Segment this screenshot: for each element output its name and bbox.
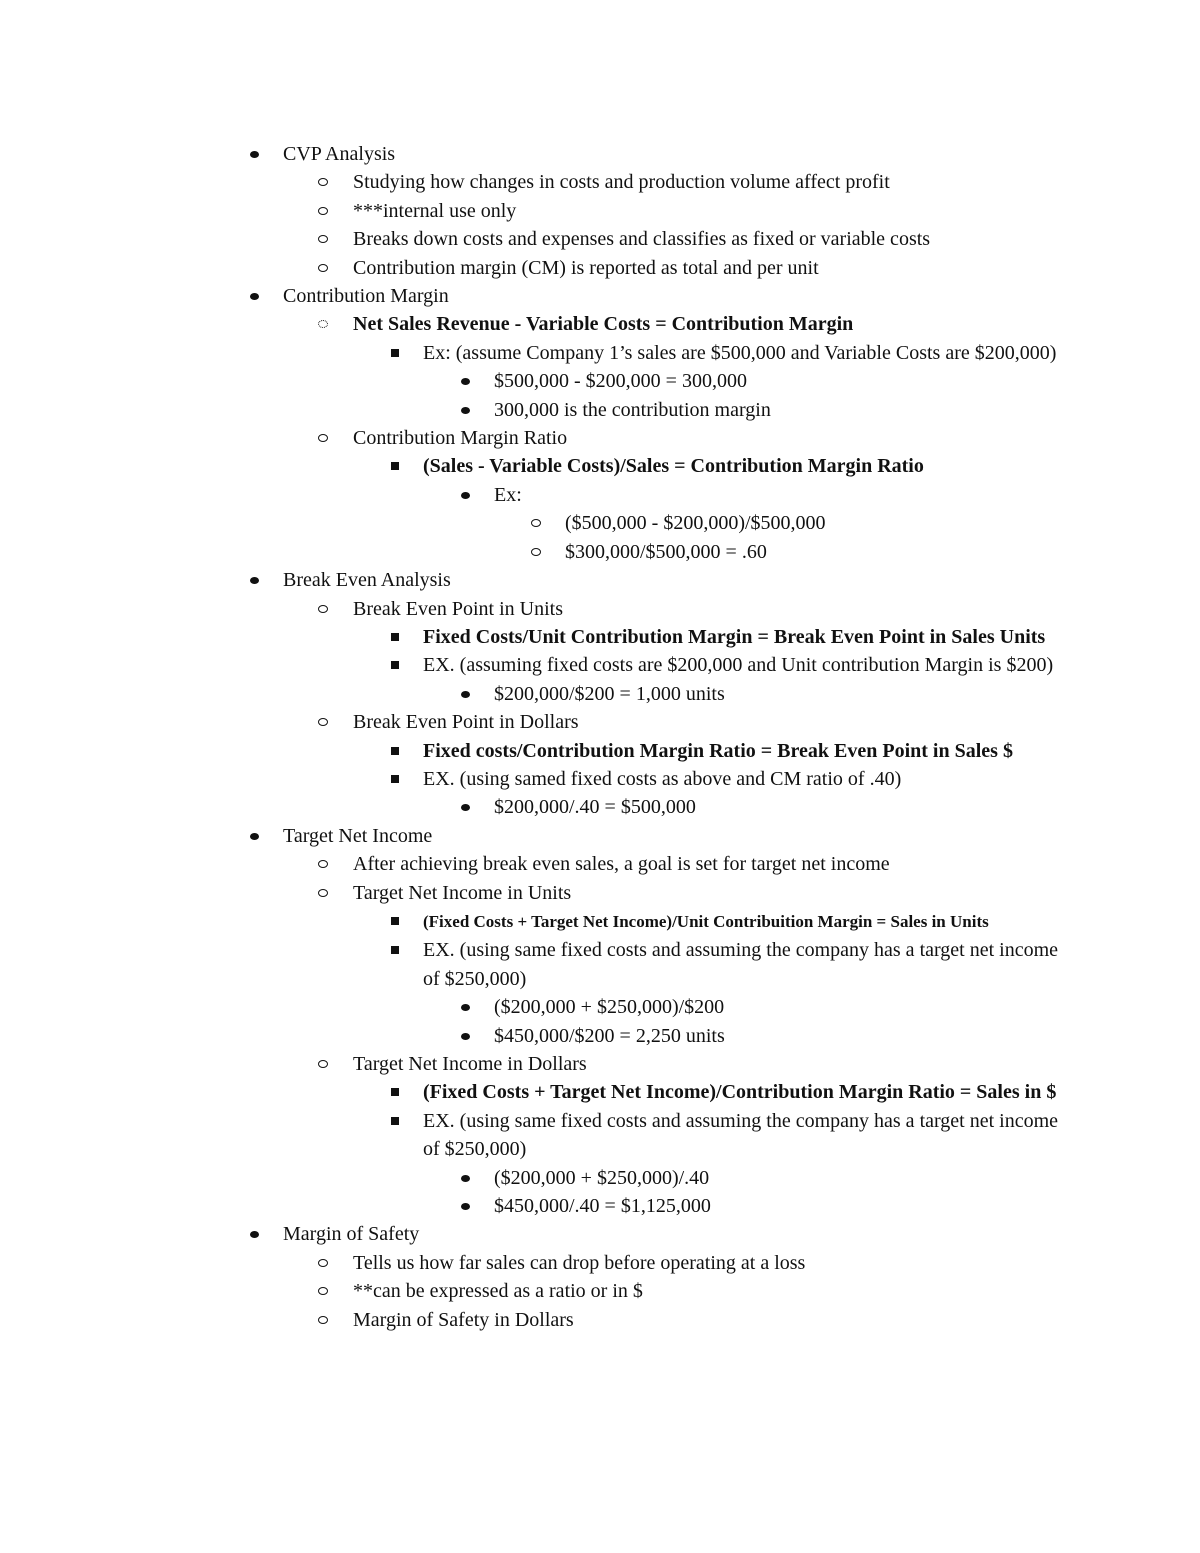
outline-item-level-2 (0, 225, 1200, 253)
outline-item-text: Contribution Margin Ratio (353, 427, 568, 450)
outline-item-text: 300,000 is the contribution margin (494, 398, 771, 421)
hollow-circle-bullet-icon (318, 1287, 328, 1295)
square-bullet-icon (391, 775, 399, 783)
hollow-circle-bullet-icon (318, 605, 328, 613)
outline-item-level-2 (0, 1249, 1200, 1277)
outline-item-text: Breaks down costs and expenses and classifies as fixed or variable costs (353, 228, 931, 251)
hollow-circle-bullet-icon (318, 860, 328, 868)
outline-item-level-2 (0, 424, 1200, 452)
outline-item-level-4 (0, 1192, 1200, 1220)
outline-item-text: CVP Analysis (283, 143, 396, 165)
hollow-circle-bullet-icon (531, 519, 541, 527)
hollow-circle-bullet-icon (318, 178, 328, 186)
filled-circle-bullet-icon (461, 1004, 470, 1011)
outline-item-text: (Fixed Costs + Target Net Income)/Contribution Margin Ratio = Sales in $ (423, 1081, 1057, 1104)
hollow-circle-bullet-icon (318, 1259, 328, 1267)
outline-item-level-2 (0, 879, 1200, 907)
hollow-circle-bullet-icon (318, 1060, 328, 1068)
bullet-outline (0, 140, 1200, 1334)
filled-circle-bullet-icon (461, 1033, 470, 1040)
outline-item-level-3 (0, 623, 1063, 651)
outline-item-level-1 (0, 140, 1200, 168)
outline-item-level-3 (0, 452, 1063, 480)
outline-item-level-1 (0, 822, 1200, 850)
outline-item-level-3 (0, 339, 1063, 367)
outline-item-text: $300,000/$500,000 = .60 (565, 540, 767, 563)
outline-item-text: ($200,000 + $250,000)/$200 (494, 996, 725, 1019)
outline-item-level-3 (0, 737, 1063, 765)
filled-circle-bullet-icon (461, 691, 470, 698)
outline-item-level-1 (0, 566, 1200, 594)
outline-item-text: **can be expressed as a ratio or in $ (353, 1280, 643, 1303)
filled-circle-bullet-icon (461, 492, 470, 499)
filled-circle-bullet-icon (461, 407, 470, 414)
outline-item-level-3 (0, 651, 1063, 679)
outline-item-level-5 (0, 509, 1200, 537)
filled-circle-bullet-icon (250, 1231, 259, 1238)
outline-item-level-3 (0, 765, 1063, 793)
outline-item-text: $200,000/$200 = 1,000 units (494, 682, 725, 705)
outline-item-level-2 (0, 850, 1200, 878)
outline-item-level-3 (0, 936, 1063, 993)
outline-item-level-4 (0, 1022, 1200, 1050)
filled-circle-bullet-icon (461, 1203, 470, 1210)
square-bullet-icon (391, 1088, 399, 1096)
outline-item-level-1 (0, 1220, 1200, 1248)
outline-item-text: Contribution margin (CM) is reported as total and per unit (353, 256, 819, 279)
square-bullet-icon (391, 946, 399, 954)
outline-item-text: Tells us how far sales can drop before operating at a loss (353, 1251, 806, 1274)
outline-item-text: Target Net Income in Units (353, 881, 572, 904)
outline-item-level-2 (0, 310, 1200, 338)
outline-item-text: Studying how changes in costs and production volume affect profit (353, 171, 890, 194)
square-bullet-icon (391, 633, 399, 641)
outline-item-text: Margin of Safety (283, 1223, 420, 1246)
outline-item-text: Margin of Safety in Dollars (353, 1308, 574, 1331)
outline-item-level-2 (0, 1306, 1200, 1334)
outline-item-text: $450,000/$200 = 2,250 units (494, 1024, 725, 1047)
outline-item-level-2 (0, 168, 1200, 196)
outline-item-level-3 (0, 1078, 1063, 1106)
outline-item-text: $200,000/.40 = $500,000 (494, 796, 696, 819)
outline-item-text: (Sales - Variable Costs)/Sales = Contribution Margin Ratio (423, 455, 924, 478)
outline-item-text: ($200,000 + $250,000)/.40 (494, 1166, 710, 1189)
filled-circle-bullet-icon (461, 804, 470, 811)
outline-item-level-5 (0, 538, 1200, 566)
outline-item-text: Target Net Income in Dollars (353, 1053, 587, 1075)
outline-item-level-2 (0, 197, 1200, 225)
filled-circle-bullet-icon (250, 833, 259, 840)
outline-item-level-4 (0, 396, 1200, 424)
outline-item-level-4 (0, 1164, 1200, 1192)
outline-item-text: ***internal use only (353, 199, 517, 222)
outline-item-text: EX. (using same fixed costs and assuming the company has a target net income of $250,000) (423, 939, 1059, 990)
square-bullet-icon (391, 917, 399, 925)
outline-item-text: ($500,000 - $200,000)/$500,000 (565, 512, 826, 535)
outline-item-level-2 (0, 254, 1200, 282)
outline-item-level-2 (0, 708, 1200, 736)
outline-item-text: EX. (using samed fixed costs as above and CM ratio of .40) (423, 767, 902, 790)
hollow-circle-bullet-icon (318, 889, 328, 897)
square-bullet-icon (391, 349, 399, 357)
outline-item-text: Break Even Point in Units (353, 597, 563, 620)
outline-item-level-4 (0, 481, 1200, 509)
outline-item-text: $450,000/.40 = $1,125,000 (494, 1195, 711, 1218)
hollow-circle-bullet-icon (318, 264, 328, 272)
outline-item-level-3 (0, 1107, 1063, 1164)
hollow-circle-bullet-icon (318, 235, 328, 243)
square-bullet-icon (391, 462, 399, 470)
outline-item-text: Contribution Margin (283, 285, 449, 308)
outline-item-text: After achieving break even sales, a goal is set for target net income (353, 853, 890, 876)
square-bullet-icon (391, 661, 399, 669)
filled-circle-bullet-icon (461, 378, 470, 385)
outline-item-text: EX. (assuming fixed costs are $200,000 and Unit contribution Margin is $200) (423, 654, 1054, 677)
outline-item-level-3 (0, 907, 1063, 936)
dotted-circle-bullet-icon (318, 320, 328, 328)
outline-item-text: (Fixed Costs + Target Net Income)/Unit Contribuition Margin = Sales in Units (423, 911, 989, 931)
hollow-circle-bullet-icon (531, 548, 541, 556)
outline-item-level-4 (0, 680, 1200, 708)
filled-circle-bullet-icon (250, 577, 259, 584)
hollow-circle-bullet-icon (318, 1316, 328, 1324)
outline-item-text: Ex: (assume Company 1’s sales are $500,000 and Variable Costs are $200,000) (423, 341, 1057, 364)
outline-item-text: $500,000 - $200,000 = 300,000 (494, 370, 747, 393)
outline-item-text: Break Even Analysis (283, 569, 451, 592)
outline-item-text: Fixed costs/Contribution Margin Ratio = Break Even Point in Sales $ (423, 739, 1013, 762)
square-bullet-icon (391, 747, 399, 755)
hollow-circle-bullet-icon (318, 434, 328, 442)
hollow-circle-bullet-icon (318, 207, 328, 215)
outline-item-level-1 (0, 282, 1200, 310)
filled-circle-bullet-icon (250, 293, 259, 300)
outline-item-text: Ex: (494, 483, 522, 506)
filled-circle-bullet-icon (461, 1175, 470, 1182)
outline-item-level-2 (0, 595, 1200, 623)
hollow-circle-bullet-icon (318, 718, 328, 726)
outline-item-level-4 (0, 367, 1200, 395)
filled-circle-bullet-icon (250, 151, 259, 158)
outline-item-text: EX. (using same fixed costs and assuming the company has a target net income of $250,000) (423, 1109, 1059, 1161)
outline-item-text: Fixed Costs/Unit Contribution Margin = Break Even Point in Sales Units (423, 625, 1046, 648)
outline-item-level-4 (0, 993, 1200, 1021)
outline-item-level-4 (0, 793, 1200, 821)
outline-item-level-2 (0, 1050, 1200, 1078)
outline-item-text: Target Net Income (283, 824, 433, 847)
outline-item-text: Net Sales Revenue - Variable Costs = Contribution Margin (353, 313, 854, 336)
square-bullet-icon (391, 1117, 399, 1125)
outline-item-level-2 (0, 1277, 1200, 1305)
outline-item-text: Break Even Point in Dollars (353, 711, 579, 734)
